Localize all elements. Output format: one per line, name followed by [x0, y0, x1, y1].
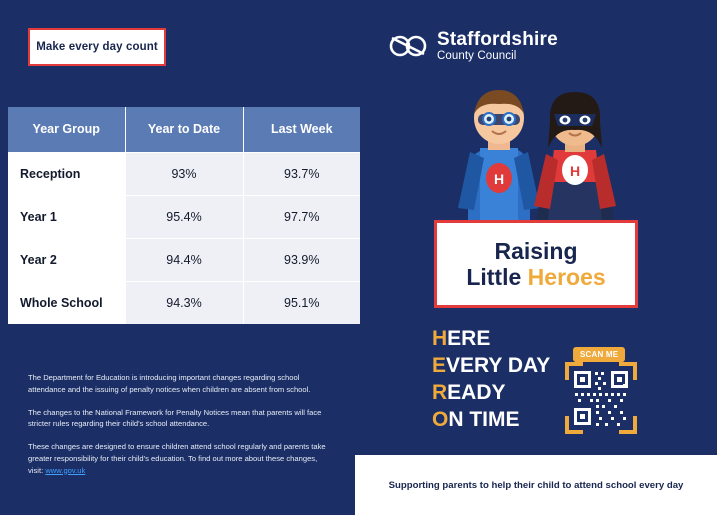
- table-header-row: [8, 107, 360, 152]
- table-row: [8, 281, 360, 324]
- row-label: Year 1: [8, 195, 125, 238]
- raising-heroes: Heroes: [527, 264, 606, 290]
- row-label: Whole School: [8, 281, 125, 324]
- scan-me-badge: SCAN ME: [573, 347, 625, 362]
- acrostic-line-ready: [432, 380, 572, 407]
- info-paragraph-3: [28, 441, 328, 476]
- row-label: Reception: [8, 152, 125, 195]
- logo-line-1: Staffordshire: [437, 29, 558, 50]
- row-ytd: 94.4%: [125, 238, 243, 281]
- table-row: [8, 152, 360, 195]
- svg-text:H: H: [569, 163, 581, 179]
- table-header-year-group: Year Group: [8, 107, 125, 152]
- gov-uk-link[interactable]: www.gov.uk: [45, 465, 86, 475]
- row-last-week: 95.1%: [243, 281, 360, 324]
- footer-bar: [355, 455, 717, 515]
- raising-line-2: [466, 264, 605, 290]
- info-paragraph-1: The Department for Education is introducing important changes regarding school attendance and the issuing of penalty notices when children are absent from school.: [28, 373, 311, 394]
- attendance-table: [8, 107, 360, 324]
- county-council-logo: [388, 30, 558, 63]
- girl-hero: [534, 92, 616, 223]
- raising-little-heroes-box: [434, 220, 638, 308]
- acrostic-rest-here: ERE: [447, 327, 491, 350]
- row-last-week: 93.7%: [243, 152, 360, 195]
- staffordshire-knot-icon: [388, 31, 428, 61]
- qr-code-icon[interactable]: [565, 362, 637, 434]
- acrostic-cap-h: H: [432, 327, 448, 350]
- make-every-day-count-banner: [28, 28, 166, 66]
- acrostic-cap-o: O: [432, 407, 449, 431]
- row-last-week: 93.9%: [243, 238, 360, 281]
- acrostic-rest-every-day: VERY DAY: [446, 353, 551, 377]
- row-ytd: 94.3%: [125, 281, 243, 324]
- logo-text-block: [437, 30, 558, 63]
- hero-characters-illustration: [418, 78, 638, 223]
- acrostic-cap-r: R: [432, 380, 448, 404]
- banner-label: Make every day count: [36, 41, 158, 53]
- acrostic-line-every-day: [432, 353, 572, 380]
- row-label: Year 2: [8, 238, 125, 281]
- info-paragraph-2: The changes to the National Framework for Penalty Notices mean that parents will face stricter rules regarding their child's school attendance.: [28, 407, 322, 429]
- row-ytd: 93%: [125, 152, 243, 195]
- acrostic-line-here: [432, 326, 572, 353]
- hero-acrostic: [432, 326, 572, 434]
- boy-hero: [458, 90, 540, 223]
- table-header-year-to-date: Year to Date: [125, 107, 243, 152]
- acrostic-rest-on-time: N TIME: [448, 407, 520, 431]
- acrostic-line-on-time: [432, 407, 572, 434]
- attendance-info-block: [28, 372, 328, 476]
- logo-line-2: County Council: [437, 49, 517, 62]
- raising-line-1: Raising: [494, 237, 578, 264]
- row-ytd: 95.4%: [125, 195, 243, 238]
- svg-text:H: H: [493, 171, 505, 187]
- raising-little: Little: [466, 264, 528, 290]
- table-header-last-week: Last Week: [243, 107, 360, 152]
- table-row: [8, 238, 360, 281]
- acrostic-cap-e: E: [432, 353, 447, 377]
- footer-text: Supporting parents to help their child to attend school every day: [388, 479, 684, 491]
- row-last-week: 97.7%: [243, 195, 360, 238]
- info-paragraph-3-text: These changes are designed to ensure children attend school regularly and parents take greater responsibility for their child's education. To find out more about these changes, visit:: [28, 442, 326, 475]
- acrostic-rest-ready: EADY: [447, 380, 506, 404]
- table-row: [8, 195, 360, 238]
